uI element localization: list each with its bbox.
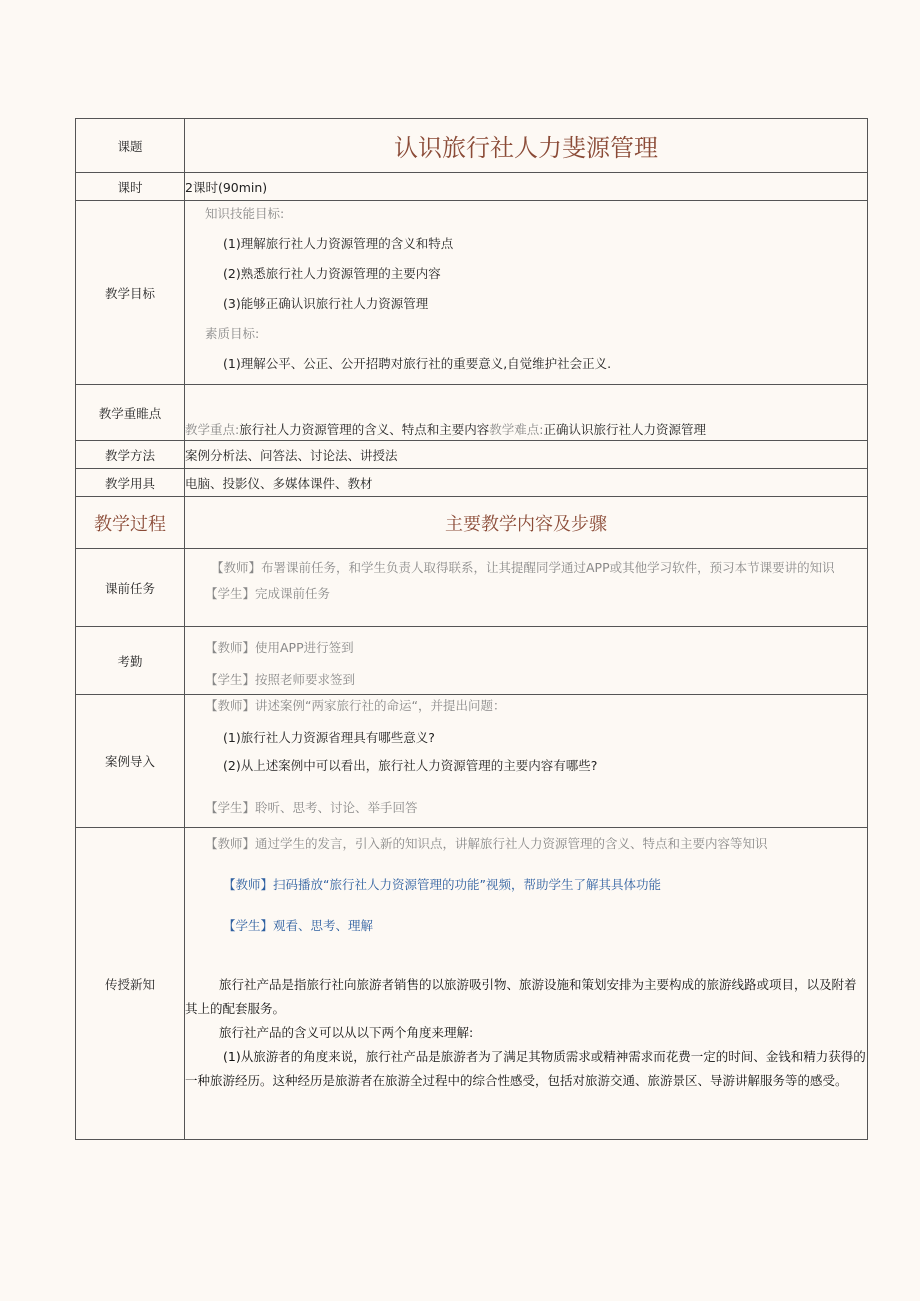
tools-row [76,469,868,497]
key-prefix: 教学重点: [185,422,240,437]
attendance-teacher: 【教师】使用APP进行签到 [205,640,354,655]
difficulty-text: 正确认识旅行社人力资源管理 [543,422,706,437]
tools-value: 电脑、投影仪、多媒体课件、教材 [185,469,868,497]
pre-class-row [76,549,868,627]
key-points-label: 教学重睢点 [76,385,185,441]
pre-class-student: 【学生】完成课前任务 [205,586,331,601]
new-knowledge-teacher-1: 【教师】通过学生的发言，引入新的知识点，讲解旅行社人力资源管理的含义、特点和主要内容等知识 [205,836,768,851]
case-question-1: (1)旅行社人力资源省理具有哪些意义? [223,730,435,745]
case-intro-row [76,695,868,828]
attendance-student: 【学生】按照老师要求签到 [205,672,356,687]
case-intro-teacher: 【教师】讲述案例“两家旅行社的命运“，并提出问题： [205,698,506,713]
new-knowledge-label: 传授新知 [76,828,185,1140]
pre-class-label: 课前任务 [76,549,185,627]
method-value: 案例分析法、问答法、讨论法、讲授法 [185,441,868,469]
tools-label: 教学用具 [76,469,185,497]
process-header-left: 教学过程 [76,497,185,549]
process-header-right: 主要教学内容及步骤 [185,497,868,549]
method-label: 教学方法 [76,441,185,469]
paragraph-3: (1)从旅游者的角度来说，旅行社产品是旅游者为了满足其物质需求或精神需求而花费一定的时间、金钱和精力获得的一种旅游经历。这种经历是旅游者在旅游全过程中的综合性感受，包括对旅游交通、旅游景区、导游讲解服务等的感受。 [185,1049,866,1088]
attendance-row [76,627,868,695]
pre-class-content [185,549,868,627]
topic-title: 认识旅行社人力斐源管理 [185,119,868,173]
difficulty-prefix: 教学难点: [489,422,544,437]
knowledge-item-2: (2)熟悉旅行社人力资源管理的主要内容 [223,266,441,281]
new-knowledge-row [76,828,868,1140]
attendance-label: 考勤 [76,627,185,695]
knowledge-item-1: (1)理解旅行社人力资源管理的含义和特点 [223,236,454,251]
new-knowledge-student: 【学生】观看、思考、理解 [223,918,374,933]
key-points-content [185,385,868,441]
new-knowledge-teacher-2: 【教师】扫码播放“旅行社人力资源管理的功能”视频，帮助学生了解其具体功能 [223,877,661,892]
key-points-row [76,385,868,441]
case-intro-content [185,695,868,828]
topic-row [76,119,868,173]
key-text: 旅行社人力资源管理的含义、特点和主要内容 [239,422,490,437]
paragraph-2: 旅行社产品的含义可以从以下两个角度来理解: [219,1025,474,1040]
hours-value: 2课时(90min) [185,173,868,201]
case-intro-label: 案例导入 [76,695,185,828]
hours-row [76,173,868,201]
paragraph-1: 旅行社产品是指旅行社向旅游者销售的以旅游吸引物、旅游设施和策划安排为主要构成的旅游线路或项目，以及附着其上的配套服务。 [185,977,857,1016]
objectives-row [76,201,868,385]
method-row [76,441,868,469]
new-knowledge-content [185,828,868,1140]
case-intro-student: 【学生】聆听、思考、讨论、举手回答 [205,800,418,815]
quality-heading: 素质目标: [205,326,260,341]
quality-item-1: (1)理解公平、公正、公开招聘对旅行社的重要意义,自觉维护社会正义. [223,356,612,371]
pre-class-teacher: 【教师】布署课前任务，和学生负责人取得联系，让其提醒同学通过APP或其他学习软件，预习本节课要讲的知识 [211,560,835,575]
attendance-content [185,627,868,695]
objectives-label: 教学目标 [76,201,185,385]
case-question-2: (2)从上述案例中可以看出，旅行社人力资源管理的主要内容有哪些? [223,758,598,773]
hours-label: 课时 [76,173,185,201]
knowledge-item-3: (3)能够正确认识旅行社人力资源管理 [223,296,429,311]
process-header-row [76,497,868,549]
knowledge-heading: 知识技能目标: [205,206,285,221]
lesson-plan-table [75,118,868,1140]
topic-label: 课题 [76,119,185,173]
objectives-content [185,201,868,385]
